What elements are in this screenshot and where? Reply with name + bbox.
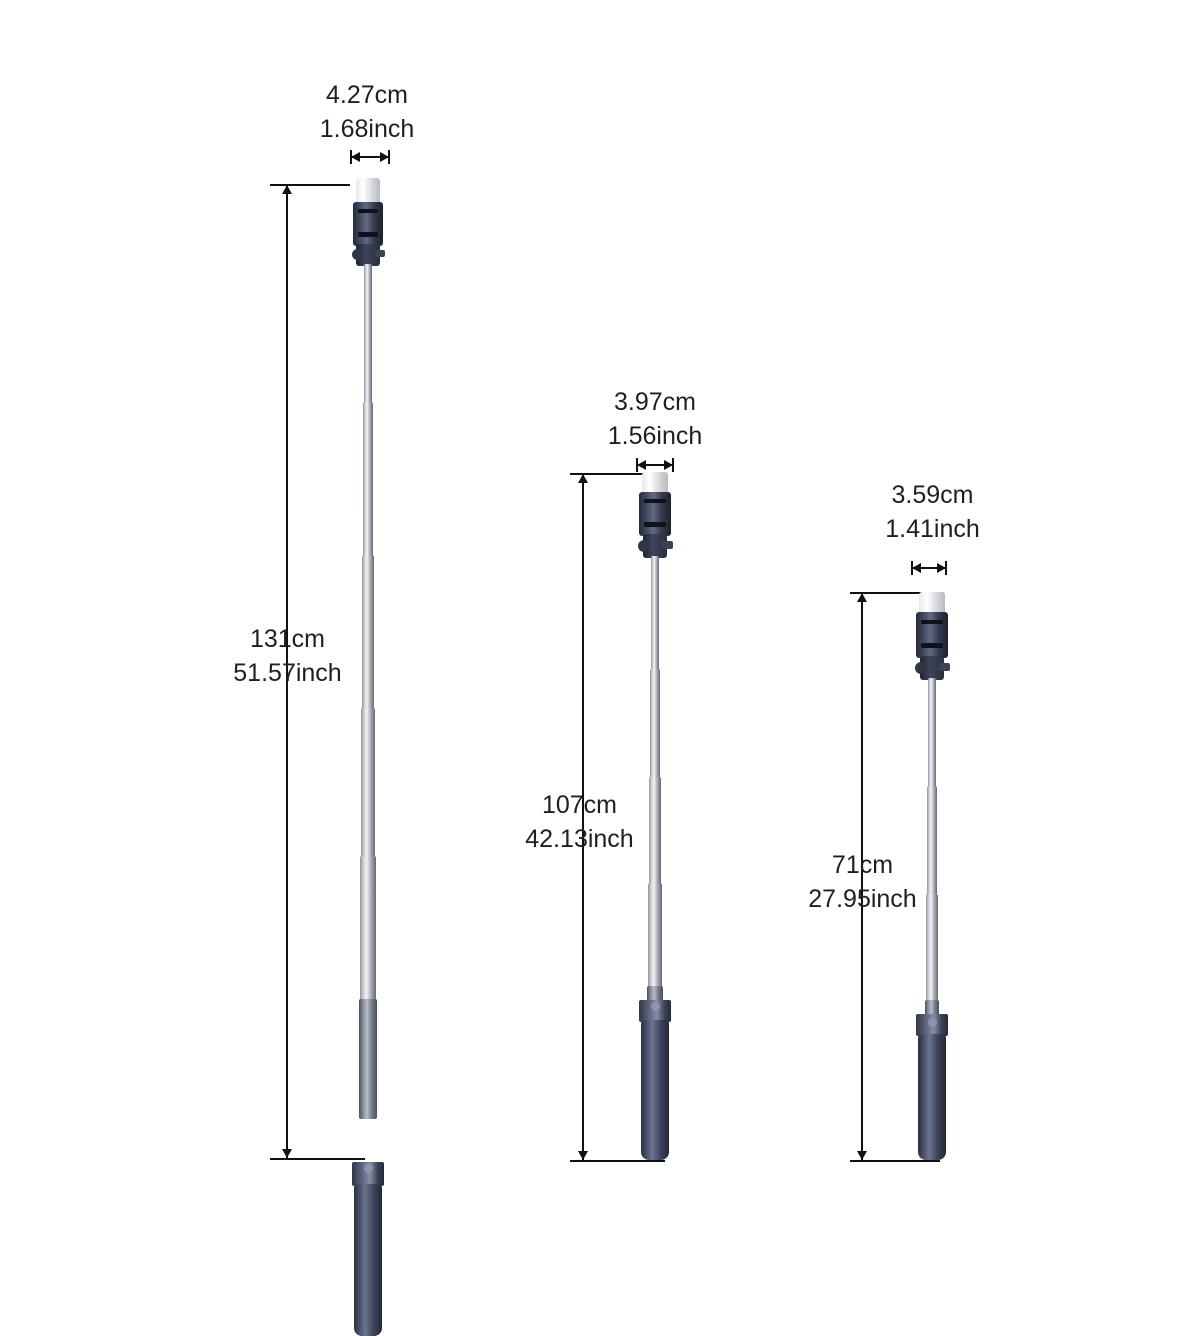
height-arrow-bottom-large <box>282 1149 292 1158</box>
pivot-knob-small <box>915 662 927 674</box>
clamp-slot-lower-medium <box>644 522 666 527</box>
pole-segment-6-large <box>359 999 377 1119</box>
height-inch-large: 51.57inch <box>233 659 342 687</box>
width-label-medium <box>510 385 800 453</box>
width-arrow-left-medium <box>637 460 646 470</box>
height-arrow-top-large <box>282 185 292 194</box>
width-dimension-medium <box>636 458 674 472</box>
shutter-button-small <box>928 1018 937 1027</box>
height-cm-large: 131cm <box>249 625 326 653</box>
pole-segment-1-medium <box>651 556 659 671</box>
width-dimension-large <box>350 150 390 164</box>
pole-segment-2-medium <box>650 669 660 779</box>
height-arrow-top-medium <box>578 474 588 483</box>
height-arrow-top-small <box>857 593 867 602</box>
pole-segment-2-large <box>363 402 373 557</box>
height-arrow-bottom-medium <box>578 1151 588 1160</box>
selfie-stick-large <box>330 178 410 1163</box>
pole-segment-5-large <box>360 856 376 1001</box>
width-cm-medium: 3.97cm <box>614 388 696 416</box>
handle-body-large <box>354 1184 382 1336</box>
width-inch-large: 1.68inch <box>319 115 415 143</box>
width-cm-large: 4.27cm <box>326 81 408 109</box>
width-arrow-left-large <box>351 152 360 162</box>
clamp-slot-lower-small <box>921 643 943 648</box>
height-inch-small: 27.95inch <box>808 885 917 913</box>
width-arrow-right-medium <box>664 460 673 470</box>
phone-clamp-medium <box>639 492 671 536</box>
pole-segment-3-small <box>926 894 938 1002</box>
pivot-lever-large <box>375 250 385 257</box>
pole-segment-2-small <box>927 786 937 896</box>
clamp-slot-small <box>921 620 943 624</box>
width-arrow-left-small <box>912 563 921 573</box>
pole-segment-4-large <box>361 708 375 858</box>
width-label-small <box>790 478 1075 546</box>
phone-clamp-jaw-small <box>919 592 945 614</box>
phone-clamp-jaw-large <box>356 178 380 204</box>
pole-segment-1-large <box>364 264 372 404</box>
height-cm-small: 71cm <box>831 851 894 879</box>
pivot-knob-medium <box>638 540 650 552</box>
pivot-lever-small <box>939 663 950 671</box>
pole-segment-3-medium <box>649 777 661 885</box>
pole-segment-3-large <box>362 555 374 710</box>
shutter-button-large <box>364 1164 373 1173</box>
pivot-lever-medium <box>662 541 673 549</box>
pivot-knob-large <box>352 249 363 260</box>
width-inch-small: 1.41inch <box>885 515 980 543</box>
width-cm-small: 3.59cm <box>891 481 974 509</box>
selfie-stick-medium <box>618 472 698 1162</box>
width-label-large <box>222 78 512 146</box>
selfie-stick-small <box>895 592 975 1162</box>
clamp-slot-large <box>358 209 378 213</box>
pole-segment-1-small <box>928 678 936 788</box>
height-inch-medium: 42.13inch <box>525 825 634 853</box>
pole-segment-4-medium <box>648 883 662 988</box>
clamp-slot-lower-large <box>358 232 378 237</box>
shutter-button-medium <box>651 1002 660 1011</box>
clamp-slot-medium <box>644 499 666 503</box>
handle-body-medium <box>641 1020 669 1160</box>
phone-clamp-large <box>353 202 383 246</box>
pivot-head-small <box>920 656 944 680</box>
height-cm-medium: 107cm <box>541 791 618 819</box>
phone-clamp-small <box>916 612 948 658</box>
handle-body-small <box>918 1034 946 1160</box>
phone-clamp-jaw-medium <box>642 472 668 494</box>
pivot-head-medium <box>643 534 667 558</box>
width-dimension-small <box>911 561 947 575</box>
width-inch-medium: 1.56inch <box>607 422 703 450</box>
pivot-head-large <box>356 244 380 266</box>
height-arrow-bottom-small <box>857 1151 867 1160</box>
width-arrow-right-large <box>380 152 389 162</box>
width-arrow-right-small <box>937 563 946 573</box>
